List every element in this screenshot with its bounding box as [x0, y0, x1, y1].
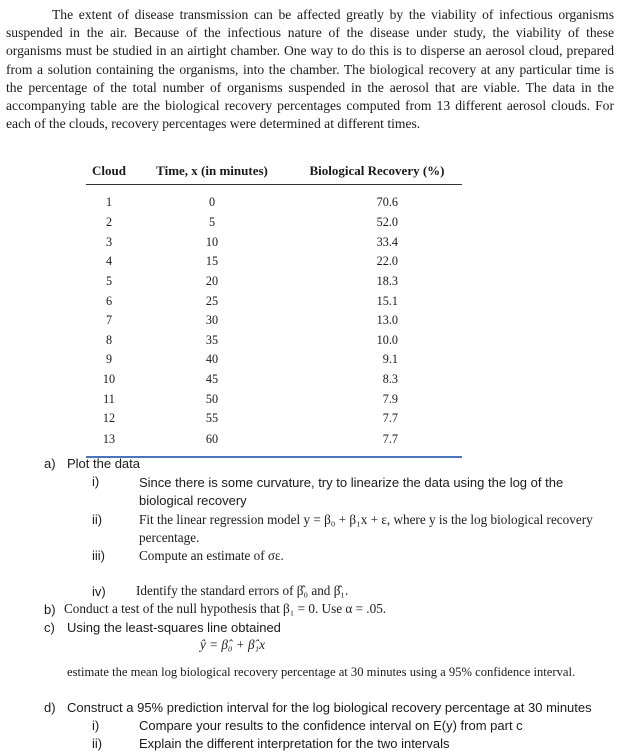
- q-a-label: a): [44, 456, 56, 471]
- table-row: [86, 252, 462, 272]
- table-row: [86, 311, 462, 331]
- cell-recovery: 13.0: [376, 313, 398, 328]
- cell-recovery: 18.3: [376, 274, 398, 289]
- cell-recovery: 15.1: [376, 293, 398, 308]
- cell-recovery: 33.4: [376, 234, 398, 249]
- table-row: [86, 331, 462, 351]
- table-row: [86, 350, 462, 370]
- cell-cloud: 8: [105, 332, 113, 347]
- table-row: [86, 389, 462, 409]
- cell-recovery: 8.3: [382, 372, 398, 387]
- cell-time: 45: [205, 372, 219, 387]
- q-b-text: Conduct a test of the null hypothesis that β₁ = 0. Use α = .05.: [64, 601, 387, 616]
- q-c-text: Using the least-squares line obtained: [67, 620, 281, 635]
- q-a-iv-text: Identify the standard errors of β̂₀ and β̂₁.: [136, 583, 349, 598]
- table-header-row: [86, 158, 462, 184]
- q-c-text2: estimate the mean log biological recovery percentage at 30 minutes using a 95% confidence interval.: [67, 665, 576, 679]
- data-table: [86, 158, 462, 458]
- cell-time: 15: [205, 254, 219, 269]
- cell-cloud: 13: [86, 429, 132, 457]
- q-a-iii-label: iii): [92, 548, 105, 563]
- q-a-i-label: i): [92, 474, 100, 489]
- cell-cloud: 9: [105, 352, 113, 367]
- q-d-ii-text: Explain the different interpretation for the two intervals: [139, 736, 450, 751]
- cell-time: 60: [132, 429, 292, 457]
- cell-cloud: 6: [105, 293, 113, 308]
- cell-cloud: 4: [105, 254, 113, 269]
- q-d-i-label: i): [92, 718, 100, 733]
- cell-cloud: 3: [105, 234, 113, 249]
- cell-time: 0: [208, 195, 216, 210]
- cell-time: 40: [205, 352, 219, 367]
- q-a-i-text: Since there is some curvature, try to linearize the data using the log of the biological recovery: [139, 475, 564, 508]
- table-row: [86, 233, 462, 253]
- table-row: [86, 213, 462, 233]
- col-header-recovery: Biological Recovery (%): [292, 158, 462, 184]
- table-row: [86, 409, 462, 429]
- regression-equation: ŷ = β̂₀ + β̂₁x: [200, 637, 265, 652]
- cell-time: 55: [205, 411, 219, 426]
- q-a-iii-text: Compute an estimate of σε.: [139, 548, 284, 563]
- table-row: [86, 184, 462, 213]
- q-b-label: b): [44, 602, 56, 617]
- cell-recovery: 9.1: [382, 352, 398, 367]
- cell-time: 10: [205, 234, 219, 249]
- q-c-label: c): [44, 620, 55, 635]
- cell-time: 20: [205, 274, 219, 289]
- cell-cloud: 5: [105, 274, 113, 289]
- cell-recovery: 52.0: [376, 215, 398, 230]
- q-a-iv-label: iv): [92, 584, 106, 599]
- q-d-i-text: Compare your results to the confidence interval on E(y) from part c: [139, 718, 523, 733]
- cell-recovery: 7.7: [382, 411, 398, 426]
- col-header-time: Time, x (in minutes): [132, 158, 292, 184]
- q-d-text: Construct a 95% prediction interval for the log biological recovery percentage at 30 minutes: [67, 700, 592, 715]
- cell-cloud: 11: [103, 391, 115, 406]
- cell-cloud: 2: [105, 215, 113, 230]
- table-row: [86, 272, 462, 292]
- cell-recovery: 7.7: [292, 429, 462, 457]
- cell-time: 25: [205, 293, 219, 308]
- col-header-cloud: Cloud: [86, 158, 132, 184]
- cell-recovery: 7.9: [382, 391, 398, 406]
- cell-time: 50: [205, 391, 219, 406]
- q-a-text: Plot the data: [67, 456, 140, 471]
- q-a-ii-text: Fit the linear regression model y = β₀ + β₁x + ε, where y is the log biological recovery percentage.: [139, 512, 593, 545]
- table-body: [86, 184, 462, 457]
- cell-recovery: 22.0: [376, 254, 398, 269]
- q-d-ii-label: ii): [92, 736, 103, 751]
- intro-paragraph: The extent of disease transmission can be affected greatly by the viability of infectious organisms suspended in the air. Because of the infectious nature of the disease under study, the viability of these organisms must be studied in an airtight chamber. One way to do this is to disperse an aerosol cloud, prepared from a solution containing the organisms, into the chamber. The biological recovery at any particular time is the percentage of the total number of organisms suspended in the aerosol that are viable. The data in the accompanying table are the biological recovery percentages computed from 13 different aerosol clouds. For each of the clouds, recovery percentages were determined at different times.: [6, 7, 614, 132]
- cell-recovery: 70.6: [376, 195, 398, 210]
- cell-cloud: 12: [102, 411, 116, 426]
- table-row: [86, 291, 462, 311]
- q-d-label: d): [44, 700, 56, 715]
- q-a-ii-label: ii): [92, 512, 103, 527]
- cell-recovery: 10.0: [376, 332, 398, 347]
- cell-time: 30: [205, 313, 219, 328]
- cell-cloud: 10: [102, 372, 116, 387]
- cell-time: 5: [208, 215, 216, 230]
- table-row: [86, 370, 462, 390]
- cell-time: 35: [205, 332, 219, 347]
- cell-cloud: 1: [105, 195, 113, 210]
- cell-cloud: 7: [105, 313, 113, 328]
- table-row: [86, 429, 462, 457]
